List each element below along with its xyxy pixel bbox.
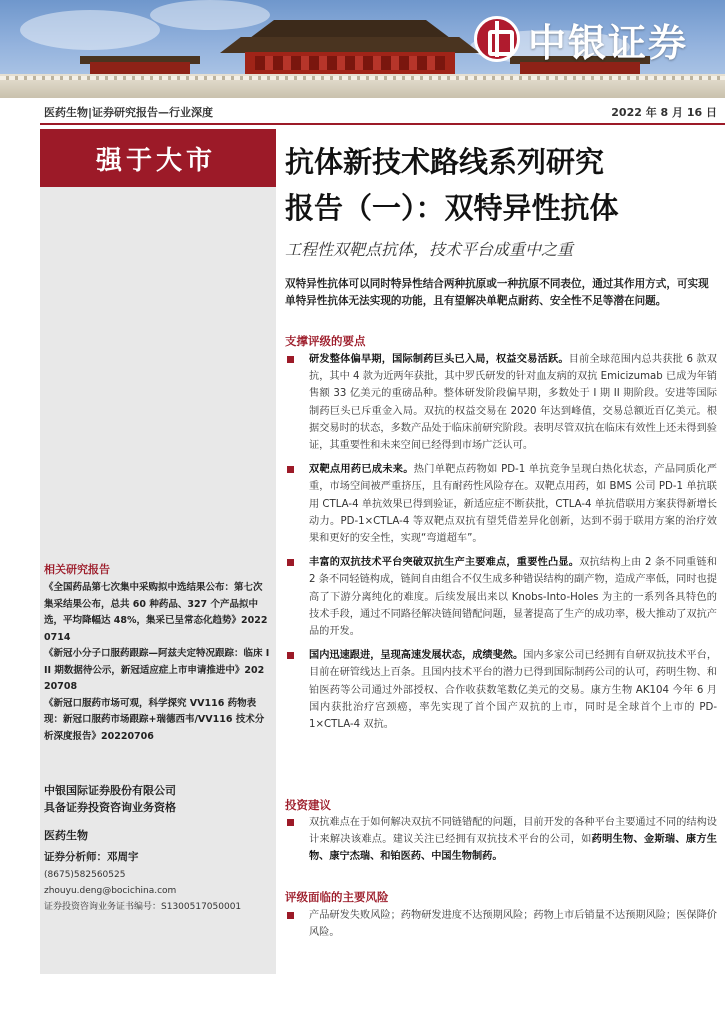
analyst-phone: (8675)582560525 [44, 870, 126, 880]
support-points-list [285, 351, 717, 740]
related-report-item[interactable]: 《全国药品第七次集中采购拟中选结果公布：第七次集采结果公布，总共 60 种药品、327 个产品拟中选，平均降幅达 48%，集采已呈常态化趋势》20220714 [44, 582, 268, 643]
palace-terrace [0, 74, 725, 98]
support-point [285, 461, 717, 547]
report-subtitle: 工程性双靶点抗体，技术平台成重中之重 [285, 240, 574, 259]
support-point-lead: 双靶点用药已成未来。 [309, 464, 414, 476]
investment-point-body: 双抗难点在于如何解决双抗不同链错配的问题，目前开发的各种平台主要通过不同的结构设计来解决该难点。建议关注已经拥有双抗技术平台的公司，如 [309, 817, 717, 846]
bullet-square-icon [287, 559, 294, 566]
risk-points-list [285, 907, 717, 948]
company-qualification: 具备证券投资咨询业务资格 [44, 801, 176, 814]
risk-point-body: 产品研发失败风险；药物研发进度不达预期风险；药物上市后销量不达预期风险；医保降价风险。 [309, 910, 717, 939]
report-date: 2022 年 8 月 16 日 [611, 106, 717, 119]
category-bar [40, 101, 725, 125]
related-report-item[interactable]: 《新冠小分子口服药跟踪—阿兹夫定特况跟踪：临床 III 期数据待公示，新冠适应症上市申请推进中》20220708 [44, 648, 270, 692]
header-banner-image [0, 0, 725, 98]
palace-roof-lower [220, 37, 480, 53]
report-title-line2: 报告（一）：双特异性抗体 [285, 191, 619, 225]
analyst-email[interactable]: zhouyu.deng@bocichina.com [44, 886, 177, 896]
related-reports-title: 相关研究报告 [44, 563, 110, 576]
bullet-square-icon [287, 466, 294, 473]
investment-section-title: 投资建议 [285, 798, 331, 812]
support-point [285, 351, 717, 454]
investment-points-list [285, 814, 717, 873]
analyst-contact [44, 867, 276, 915]
related-report-item[interactable]: 《新冠口服药市场可观，科学探究 VV116 药物表现：新冠口服药市场跟踪+瑞德西韦/VV116 技术分析深度报告》20220706 [44, 697, 265, 742]
related-reports-list [44, 580, 270, 745]
left-sidebar [40, 129, 276, 974]
analyst-name: 证券分析师：邓周宇 [44, 851, 139, 863]
bullet-square-icon [287, 912, 294, 919]
risk-point [285, 907, 717, 941]
support-point-body: 国内多家公司已经拥有自研双抗技术平台，目前在研管线达上百条。且国内技术平台的潜力已得到国际制药公司的认可，药明生物、和铂医药等公司通过外部授权、合作收获数笔数亿美元的交易。康方生物 AK104 今年 6 月国内获批治疗宫颈癌，率先实现了首个国产双抗的上市，同时是全球首个上市的 PD-1×CTLA-4 双抗。 [309, 650, 718, 731]
support-point [285, 647, 717, 733]
support-point-body: 热门单靶点药物如 PD-1 单抗竞争呈现白热化状态，产品同质化严重，市场空间被严重挤压，且有耐药性风险存在。双靶点用药，如 BMS 公司 PD-1 单抗联用 CTLA-4 单抗效果已得到验证，新适应症不断获批，CTLA-4 单抗借联用方案获得新增长动力。PD-1×CTLA-4 等双靶点双抗有望凭借差异化创新，达到不弱于联用方案的治疗效果和更好的安全性，实现“弯道超车”。 [309, 464, 718, 545]
company-logo [474, 10, 725, 68]
support-section-title: 支撑评级的要点 [285, 334, 366, 348]
bullet-square-icon [287, 356, 294, 363]
investment-point-companies: 药明生物、金斯瑞、康方生物、康宁杰瑞、和铂医药、中国生物制药。 [309, 834, 717, 863]
palace-hall [245, 52, 455, 74]
support-point [285, 554, 717, 640]
support-point-body: 目前全球范围内总共获批 6 款双抗，其中 4 款为近两年获批，其中罗氏研发的针对血友病的双抗 Emicizumab 已成为年销售额 33 亿美元的重磅品种。整体研发阶段偏早期，多数处于 I 期 II 期阶段。安进等国际制药巨头已斥重金入局。双抗的权益交易在 2020 年达到峰值，交易总额近百亿美元。根据交易时的状态，多数产品处于临床前研究阶段。表明尽管双抗在临床有效性上还未得到验证，其重要性和未来空间已经得到市场广泛认可。 [309, 354, 717, 452]
rating-badge: 强于大市 [40, 129, 276, 187]
report-title-line1: 抗体新技术路线系列研究 [285, 145, 605, 179]
bullet-square-icon [287, 652, 294, 659]
report-title [285, 139, 715, 231]
cloud-shape [20, 10, 160, 50]
cloud-shape [150, 0, 270, 30]
report-category: 医药生物|证券研究报告—行业深度 [44, 106, 214, 119]
report-summary: 双特异性抗体可以同时特异性结合两种抗原或一种抗原不同表位，通过其作用方式，可实现单特异性抗体无法实现的功能，且有望解决单靶点耐药、安全性不足等潜在问题。 [285, 278, 709, 307]
sector-label: 医药生物 [44, 829, 88, 842]
company-name: 中银国际证券股份有限公司 [44, 784, 176, 797]
risk-section-title: 评级面临的主要风险 [285, 890, 389, 904]
support-point-lead: 国内迅速跟进，呈现高速发展状态，成绩斐然。 [309, 650, 524, 662]
logo-text: 中银证券 [528, 19, 689, 65]
palace-roof-upper [250, 20, 450, 38]
company-info [44, 782, 270, 816]
support-point-lead: 丰富的双抗技术平台突破双抗生产主要难点，重要性凸显。 [309, 557, 580, 569]
bullet-square-icon [287, 819, 294, 826]
support-point-body: 双抗结构上由 2 条不同重链和 2 条不同轻链构成，链间自由组合不仅生成多种错误结构的副产物，造成产率低，同时也提高了下游分离纯化的难度。后续发展出来以 Knobs-Into-Holes 为主的一系列各具特色的技术手段，通过不同路径解决链间错配问题，显著提高了生产的成功率，极大推动了双抗产品的开发。 [309, 557, 717, 638]
investment-point [285, 814, 717, 866]
bank-of-china-logo-icon [474, 16, 520, 62]
support-point-lead: 研发整体偏早期，国际制药巨头已入局，权益交易活跃。 [309, 354, 569, 365]
analyst-cert: 证券投资咨询业务证书编号：S1300517050001 [44, 902, 242, 912]
